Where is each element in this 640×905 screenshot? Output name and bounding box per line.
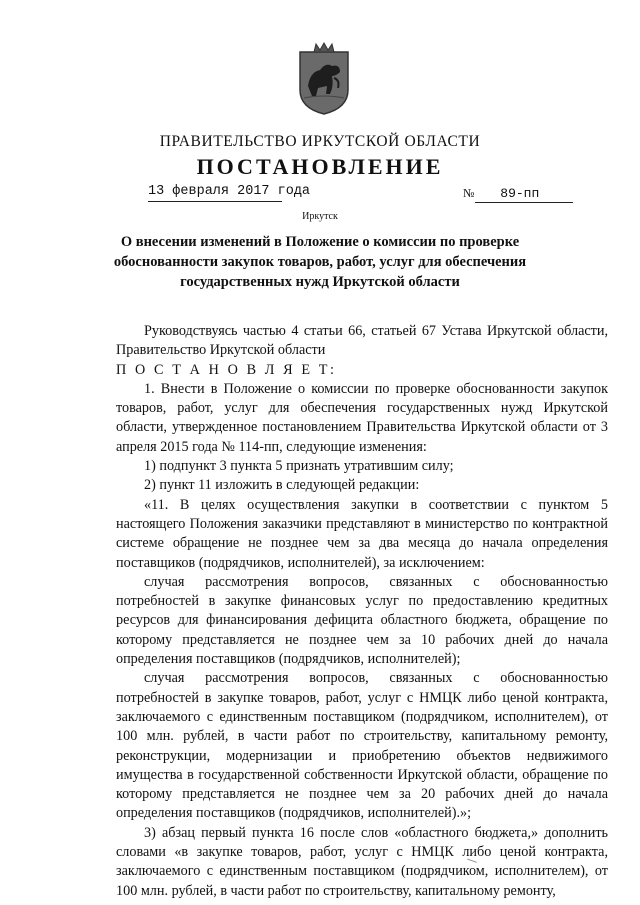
paragraph-subitem-3: 3) абзац первый пункта 16 после слов «областного бюджета,» дополнить словами «в закупке товаров, работ, услуг с НМЦК либо ценой контракта, заключаемого с единственным поставщиком (подрядчиком, исполнителем), от 100 млн. рублей, в части работ по строительству, капитальному ремонту,: [116, 824, 608, 899]
paragraph-exception-2: случая рассмотрения вопросов, связанных с обоснованностью потребностей в закупке товаров, работ, услуг с НМЦК либо ценой контракта, заключаемого с единственным поставщиком (подрядчиком, исполнителем), от 100 млн. рублей, в части работ по строительству, капитальному ремонту, реконструкции, модернизации и приобретению объектов недвижимого имущества в государственной собственности Иркутской области, обращение по которому представляется не позднее чем за 20 рабочих дней до начала определения поставщиков (подрядчиков, исполнителей).»;: [116, 670, 608, 822]
coat-of-arms-emblem: [296, 42, 352, 116]
city: Иркутск: [302, 211, 338, 222]
date-underline: [148, 201, 282, 202]
number-underline: [475, 202, 573, 203]
document-number: [463, 186, 573, 201]
government-name: ПРАВИТЕЛЬСТВО ИРКУТСКОЙ ОБЛАСТИ: [159, 133, 481, 150]
paragraph-exception-1: случая рассмотрения вопросов, связанных с обоснованностью потребностей в закупке финансовых услуг по предоставлению кредитных ресурсов для финансирования дефицита областного бюджета, обращение по которому представляется не позднее чем за 10 рабочих дней до начала определения поставщиков (подрядчиков, исполнителей);: [116, 573, 608, 668]
paragraph-clause-11: «11. В целях осуществления закупки в соответствии с пунктом 5 настоящего Положения заказчики представляют в министерство по контрактной системе обращение не позднее чем за два месяца до начала определения поставщиков (подрядчиков, исполнителей), за исключением:: [116, 496, 608, 571]
document-type: ПОСТАНОВЛЕНИЕ: [196, 154, 444, 179]
paragraph-subitem-2: 2) пункт 11 изложить в следующей редакции:: [144, 477, 420, 494]
decree-word: П О С Т А Н О В Л Я Е Т:: [116, 361, 337, 378]
date-text: 13 февраля 2017 года: [148, 184, 311, 199]
number-text: 89-пп: [500, 186, 540, 201]
document-title: О внесении изменений в Положение о комиссии по проверке обоснованности закупок товаров, работ, услуг для обеспечения государственных нужд Иркутской области: [113, 234, 527, 290]
document-body: [116, 322, 608, 901]
number-sign: №: [463, 186, 475, 200]
paragraph-item-1: 1. Внести в Положение о комиссии по проверке обоснованности закупок товаров, работ, услуг для обеспечения государственных нужд Иркутской области, утвержденное постановлением Правительства Иркутской области от 3 апреля 2015 года № 114-пп, следующие изменения:: [116, 380, 608, 455]
paragraph-subitem-1: 1) подпункт 3 пункта 5 признать утратившим силу;: [144, 458, 454, 475]
document-date: [148, 184, 310, 199]
preamble-paragraph: Руководствуясь частью 4 статьи 66, статьей 67 Устава Иркутской области, Правительство Иркутской области: [116, 323, 608, 359]
